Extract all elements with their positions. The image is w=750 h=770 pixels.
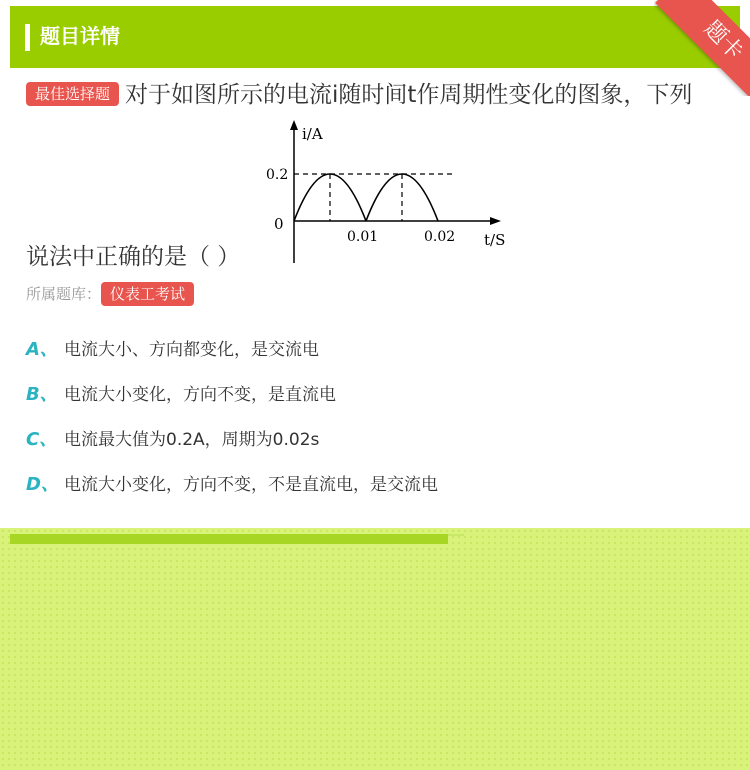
option-text: 电流大小、方向都变化，是交流电: [64, 340, 319, 360]
option-text: 电流最大值为0.2A，周期为0.02s: [64, 430, 320, 450]
bank-label: 所属题库：: [26, 285, 102, 303]
question-bank-row: [26, 282, 194, 306]
bottom-panel: [0, 528, 750, 770]
option-d[interactable]: [26, 470, 438, 500]
option-letter: C、: [26, 429, 58, 450]
option-c[interactable]: [26, 425, 319, 455]
option-b[interactable]: [26, 380, 336, 410]
corner-ribbon-label[interactable]: 题卡: [655, 0, 750, 96]
page-title: 题目详情: [40, 24, 120, 48]
x-axis-arrow: [490, 217, 501, 225]
y-axis-arrow: [290, 120, 298, 130]
bank-badge[interactable]: 仪表工考试: [101, 282, 194, 306]
graph-svg: [250, 117, 512, 265]
bottom-tab-strip-edge: [448, 534, 464, 536]
header-accent: [25, 24, 30, 51]
x-axis-label: t/S: [484, 231, 506, 249]
origin-label: 0: [274, 215, 284, 233]
option-text: 电流大小变化，方向不变，不是直流电，是交流电: [64, 475, 438, 495]
current-time-graph: [250, 117, 512, 265]
question-type-badge: 最佳选择题: [26, 82, 119, 106]
x-tick-label-1: 0.01: [347, 229, 379, 245]
bottom-tab-strip: [10, 534, 448, 544]
option-a[interactable]: [26, 335, 319, 365]
option-text: 电流大小变化，方向不变，是直流电: [64, 385, 336, 405]
question-text-line1: 对于如图所示的电流i随时间t作周期性变化的图象，下列: [125, 82, 693, 108]
option-letter: B、: [26, 384, 58, 405]
option-letter: A、: [26, 339, 58, 360]
y-axis-label: i/A: [302, 125, 323, 143]
y-tick-label: 0.2: [266, 167, 289, 183]
header-bar: [10, 6, 740, 68]
question-text: [26, 78, 726, 112]
option-letter: D、: [26, 474, 59, 495]
x-tick-label-2: 0.02: [424, 229, 456, 245]
question-text-line2: 说法中正确的是（ ）: [26, 244, 241, 270]
